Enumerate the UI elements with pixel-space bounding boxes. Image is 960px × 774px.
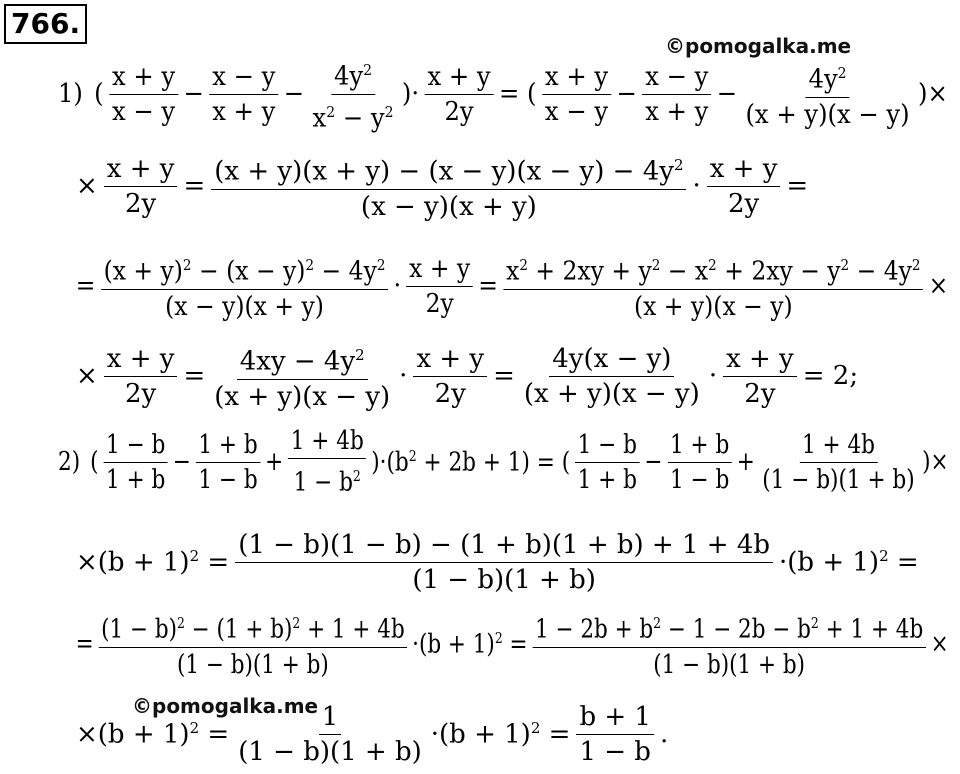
fraction-numerator: 1 − b <box>104 430 168 463</box>
fraction-denominator: $1 - b^2$ <box>293 467 361 498</box>
fraction-numerator: x + y <box>104 154 178 187</box>
fraction <box>101 250 388 322</box>
math-text: = <box>75 629 94 659</box>
fraction <box>104 430 168 495</box>
fraction-denominator: x − y <box>544 96 609 127</box>
watermark-top: ©pomogalka.me <box>665 34 852 58</box>
part1-line-4 <box>74 343 860 412</box>
fraction-numerator: $4y^2$ <box>331 55 375 95</box>
math-text: − <box>172 447 191 477</box>
fraction-numerator: x + y <box>413 344 487 377</box>
fraction <box>406 254 472 319</box>
fraction-denominator: x + y <box>645 96 709 127</box>
watermark-bottom: ©pomogalka.me <box>132 694 319 718</box>
fraction-denominator: 2y <box>727 188 760 219</box>
math-text: × <box>928 271 949 301</box>
math-text: = <box>786 171 809 201</box>
fraction-numerator: x − y <box>209 62 278 95</box>
fraction-numerator: 1 <box>319 702 342 735</box>
fraction <box>235 702 425 767</box>
fraction <box>211 150 686 222</box>
part1-line-1 <box>58 60 950 134</box>
fraction-numerator: (1 − b)(1 − b) − (1 + b)(1 + b) + 1 + 4b <box>235 530 773 563</box>
fraction-numerator: $1 - 2b + b^2 - 1 - 2b - b^2 + 1 + 4b$ <box>533 608 926 648</box>
part2-label: 2) <box>58 447 81 477</box>
math-text: − <box>283 79 305 109</box>
fraction-denominator: (x + y)(x − y) <box>745 99 910 130</box>
fraction <box>425 62 494 127</box>
math-text: + <box>736 447 755 477</box>
math-text: $\cdot(b + 1)^2$ = <box>430 718 571 750</box>
fraction-denominator: (x − y)(x + y) <box>165 291 324 322</box>
part1-line-2 <box>74 153 810 222</box>
fraction <box>667 430 731 495</box>
part2-line-3 <box>74 612 950 680</box>
fraction <box>503 250 923 322</box>
fraction-denominator: (1 − b)(1 + b) <box>177 649 329 680</box>
fraction <box>760 430 917 495</box>
math-text: · <box>708 361 718 391</box>
math-text: − <box>183 79 204 109</box>
fraction-denominator: (x − y)(x + y) <box>360 191 537 222</box>
math-text: = <box>183 361 206 391</box>
math-text: · <box>692 171 701 201</box>
fraction-numerator: $(x + y)(x + y) - (x - y)(x - y) - 4y^2$ <box>211 150 686 190</box>
fraction-numerator: 1 − b <box>575 430 639 463</box>
fraction <box>576 702 654 767</box>
math-text: $\cdot(b + 1)^2$ = <box>779 546 919 578</box>
fraction-numerator: $x^2 + 2xy + y^2 - x^2 + 2xy - y^2 - 4y^2$ <box>503 250 923 290</box>
problem-number: 766. <box>4 4 87 44</box>
fraction-numerator: x + y <box>109 62 178 95</box>
fraction-denominator: 2y <box>425 288 454 319</box>
fraction-denominator: (1 − b)(1 + b) <box>653 649 805 680</box>
fraction <box>109 62 178 127</box>
math-text: )× <box>922 447 949 477</box>
fraction-numerator: x + y <box>707 154 781 187</box>
fraction-numerator: $(x + y)^2 - (x - y)^2 - 4y^2$ <box>101 250 388 290</box>
fraction <box>288 426 366 498</box>
fraction-numerator: x + y <box>425 62 494 95</box>
math-text: $\times(b + 1)^2$ = <box>76 718 230 750</box>
fraction-denominator: $x^2 - y^2$ <box>312 102 394 134</box>
part2-line-1 <box>58 426 950 498</box>
math-text: $\cdot(b + 1)^2$ = <box>412 628 528 660</box>
fraction <box>99 608 408 680</box>
fraction-denominator: 1 − b <box>579 736 651 767</box>
fraction <box>235 530 773 595</box>
part1-line-3 <box>74 253 950 322</box>
fraction-denominator: 1 − b <box>198 464 258 495</box>
math-text: $\times(b + 1)^2$ = <box>76 546 230 578</box>
math-text: ( <box>94 79 104 109</box>
part2-line-4 <box>74 702 670 766</box>
fraction-numerator: $4y^2$ <box>806 58 850 98</box>
fraction-numerator: $(1 - b)^2 - (1 + b)^2 + 1 + 4b$ <box>99 608 408 648</box>
math-text: = <box>75 271 96 301</box>
fraction-numerator: $4xy - 4y^2$ <box>237 340 368 380</box>
math-text: = 2; <box>802 361 859 391</box>
fraction-denominator: (1 − b)(1 + b) <box>238 736 422 767</box>
part1-label: 1) <box>58 79 83 109</box>
fraction-denominator: 1 + b <box>577 464 637 495</box>
fraction-numerator: x + y <box>406 254 472 287</box>
math-text: × <box>930 629 949 659</box>
fraction-denominator: (x + y)(x − y) <box>214 381 391 412</box>
math-text: = <box>478 271 498 301</box>
math-text: )$\cdot(b^2 + 2b + 1)$ = ( <box>371 446 571 478</box>
fraction-denominator: 1 + b <box>105 464 166 495</box>
fraction-denominator: 2y <box>125 188 157 219</box>
fraction <box>642 62 711 127</box>
math-text: × <box>76 171 98 201</box>
fraction-numerator: x + y <box>104 344 178 377</box>
math-text: = <box>493 361 515 391</box>
fraction-numerator: x − y <box>642 62 711 95</box>
fraction-numerator: 1 + 4b <box>288 426 366 459</box>
math-text: · <box>393 271 402 301</box>
fraction-numerator: 4y(x − y) <box>549 344 674 377</box>
fraction-denominator: (x + y)(x − y) <box>523 378 700 409</box>
fraction <box>743 58 913 130</box>
math-text: − <box>716 79 738 109</box>
fraction-numerator: 1 + b <box>667 430 731 463</box>
fraction <box>542 62 611 127</box>
math-text: + <box>265 447 284 477</box>
fraction-numerator: b + 1 <box>576 702 654 735</box>
math-text: = ( <box>499 79 537 109</box>
fraction <box>521 344 703 409</box>
fraction-denominator: 2y <box>434 378 466 409</box>
fraction-denominator: x − y <box>111 96 176 127</box>
fraction-numerator: 1 + b <box>196 430 260 463</box>
math-text: − <box>616 79 637 109</box>
fraction <box>209 62 278 127</box>
fraction-denominator: 2y <box>744 378 776 409</box>
fraction <box>211 340 393 412</box>
fraction <box>310 55 397 133</box>
fraction-denominator: x + y <box>212 96 276 127</box>
fraction-numerator: x + y <box>723 344 797 377</box>
fraction-denominator: 1 − b <box>669 464 730 495</box>
fraction-denominator: (x + y)(x − y) <box>633 291 793 322</box>
math-text: − <box>644 447 663 477</box>
math-text: . <box>659 719 669 749</box>
math-text: )· <box>401 79 420 109</box>
fraction <box>707 154 781 219</box>
fraction <box>575 430 639 495</box>
fraction-denominator: 2y <box>444 96 474 127</box>
math-text: · <box>399 361 408 391</box>
fraction <box>104 154 178 219</box>
math-text: )× <box>917 79 948 109</box>
math-text: = <box>183 171 206 201</box>
fraction <box>723 344 797 409</box>
math-text: ( <box>90 447 99 477</box>
fraction-denominator: (1 − b)(1 + b) <box>762 464 915 495</box>
fraction <box>104 344 178 409</box>
fraction-numerator: x + y <box>542 62 611 95</box>
fraction <box>533 608 926 680</box>
fraction <box>196 430 260 495</box>
math-text: × <box>76 361 98 391</box>
fraction <box>413 344 487 409</box>
fraction-denominator: 2y <box>125 378 157 409</box>
part2-line-2 <box>74 530 921 594</box>
fraction-denominator: (1 − b)(1 + b) <box>412 564 596 595</box>
fraction-numerator: 1 + 4b <box>799 430 877 463</box>
